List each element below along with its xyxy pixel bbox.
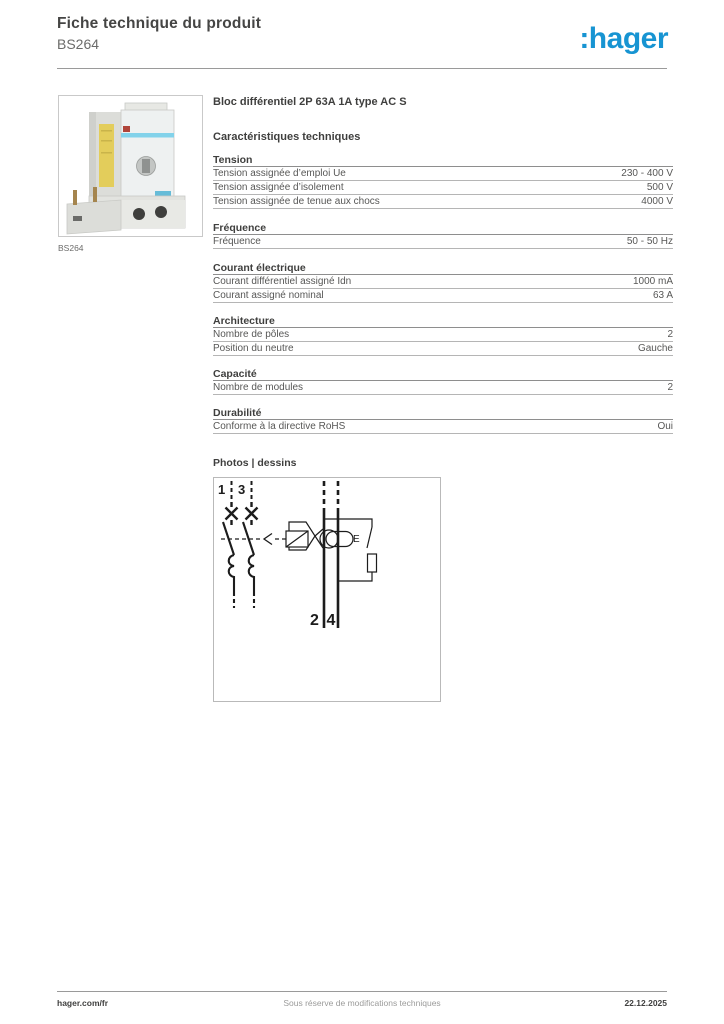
device-terminal-hole (133, 208, 145, 220)
spec-row (213, 195, 673, 209)
spec-value: 2 (667, 329, 673, 340)
product-photo-illustration (59, 96, 202, 236)
spec-row (213, 275, 673, 289)
wiring-diagram (214, 478, 440, 701)
spec-value: 1000 mA (632, 276, 673, 287)
spec-label: Nombre de pôles (213, 329, 290, 340)
label-line (101, 130, 112, 132)
diagram-terminal-3: 3 (238, 482, 246, 497)
spec-section-title: Fréquence (213, 222, 673, 235)
spec-value: 2 (667, 382, 673, 393)
label-line (101, 152, 112, 154)
product-code: BS264 (57, 36, 100, 52)
conductor-line (324, 481, 338, 628)
device-yellow-label (99, 124, 114, 187)
pole-blade (243, 522, 254, 608)
hager-logo: :hager (579, 22, 668, 55)
device-cyan-stripe (121, 133, 174, 138)
toroid-stadium (326, 532, 353, 547)
spec-section-title: Architecture (213, 315, 673, 328)
spec-section-frequence (213, 222, 673, 249)
device-pin (73, 190, 77, 205)
spec-value: 230 - 400 V (621, 168, 673, 179)
spec-label: Conforme à la directive RoHS (213, 421, 346, 432)
characteristics-title: Caractéristiques techniques (213, 131, 361, 143)
spec-section-durabilite (213, 407, 673, 434)
spec-section-capacite (213, 368, 673, 395)
trip-arrow-icon (264, 534, 272, 545)
spec-label: Tension assignée de tenue aux chocs (213, 196, 380, 207)
linkage-line (315, 529, 323, 536)
test-circuit (324, 519, 377, 581)
spec-section-courant (213, 262, 673, 303)
spec-section-architecture (213, 315, 673, 356)
spec-value: Gauche (637, 343, 673, 354)
diagram-terminal-2: 2 (310, 612, 319, 629)
spec-label: Courant différentiel assigné Idn (213, 276, 352, 287)
product-photo-frame (58, 95, 203, 237)
spec-label: Tension assignée d’isolement (213, 182, 344, 193)
footer-divider (57, 991, 667, 992)
header-divider (57, 68, 667, 69)
spec-row (213, 289, 673, 303)
spec-row (213, 381, 673, 395)
spec-value: 500 V (646, 182, 673, 193)
footer-date: 22.12.2025 (624, 998, 667, 1008)
spec-row (213, 342, 673, 356)
spec-row (213, 420, 673, 434)
footer-disclaimer: Sous réserve de modifications techniques (283, 998, 441, 1008)
header (57, 15, 261, 52)
device-terminal-hole (155, 206, 167, 218)
spec-label: Fréquence (213, 236, 261, 247)
spec-label: Nombre de modules (213, 382, 304, 393)
footer-website: hager.com/fr (57, 998, 109, 1008)
diagram-terminal-1: 1 (218, 482, 226, 497)
contact-symbol-icon (226, 502, 238, 525)
spec-label: Tension assignée d’emploi Ue (213, 168, 346, 179)
spec-value: Oui (657, 421, 673, 432)
product-name: Bloc différentiel 2P 63A 1A type AC S (213, 96, 407, 108)
spec-label: Position du neutre (213, 343, 294, 354)
spec-row (213, 181, 673, 195)
device-foot-slot (73, 216, 82, 221)
label-line (101, 140, 112, 142)
device-dial-grip (142, 159, 150, 173)
spec-label: Courant assigné nominal (213, 290, 324, 301)
test-button-label: E (353, 534, 360, 545)
contact-symbol-icon (246, 502, 258, 525)
device-pin (93, 187, 97, 202)
spec-section-title: Durabilité (213, 407, 673, 420)
spec-section-title: Capacité (213, 368, 673, 381)
page-title: Fiche technique du produit (57, 15, 262, 32)
spec-value: 63 A (652, 290, 673, 301)
spec-value: 4000 V (641, 196, 673, 207)
pole-blade (223, 522, 234, 608)
device-red-indicator (123, 126, 130, 132)
spec-row (213, 328, 673, 342)
device-base-front (111, 200, 185, 228)
linkage-line (315, 536, 323, 548)
spec-value: 50 - 50 Hz (626, 236, 673, 247)
spec-row (213, 235, 673, 249)
spec-section-title: Courant électrique (213, 262, 673, 275)
diagram-terminal-4: 4 (326, 612, 336, 629)
spec-section-tension (213, 154, 673, 209)
photo-caption: BS264 (58, 243, 84, 253)
spec-section-title: Tension (213, 154, 673, 167)
spec-row (213, 167, 673, 181)
photos-dessins-title: Photos | dessins (213, 457, 297, 469)
wiring-diagram-frame (213, 477, 441, 702)
